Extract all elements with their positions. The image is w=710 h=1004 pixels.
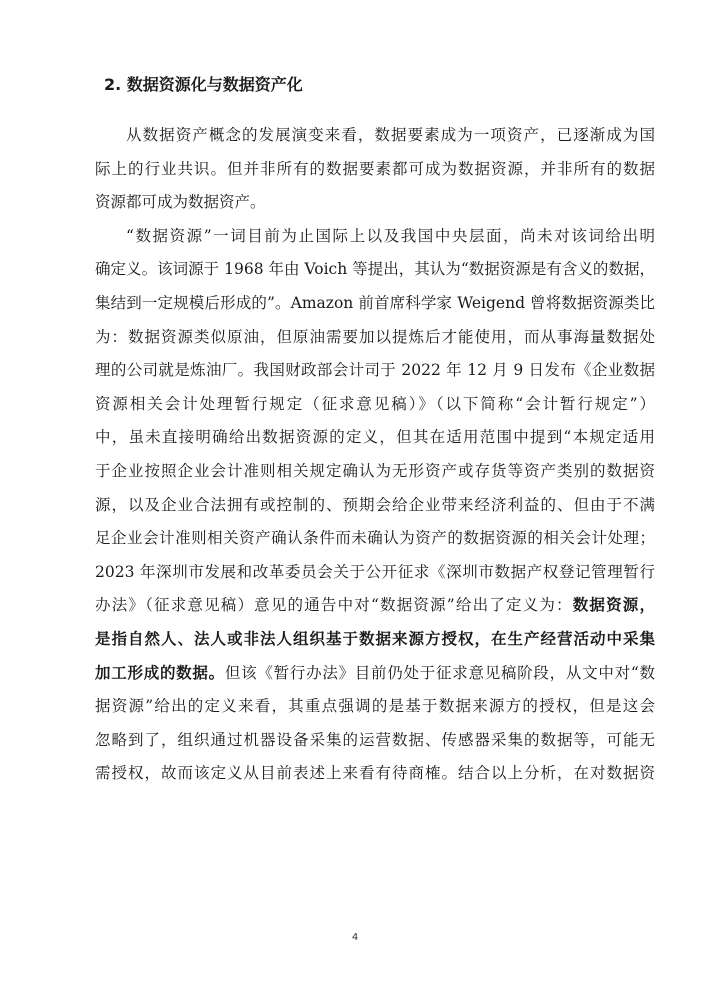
paragraph-line: 足企业会计准则相关资产确认条件而未确认为资产的数据资源的相关会计处理； [95,529,655,548]
text-run: 办法》（征求意见稿）意见的通告中对“数据资源”给出了定义为： [95,596,573,615]
text-run: 但该《暂行办法》目前仍处于征求意见稿阶段，从文中对“数 [224,663,655,682]
page-number: 4 [351,932,359,943]
paragraph-line: 中，虽未直接明确给出数据资源的定义，但其在适用范围中提到“本规定适用 [95,428,655,447]
bold-definition-run: 加工形成的数据。 [95,663,225,682]
paragraph-line: 源，以及企业合法拥有或控制的、预期会给企业带来经济利益的、但由于不满 [95,495,655,514]
paragraph-line: 集结到一定规模后形成的”。Amazon 前首席科学家 Weigend 曾将数据资源类比 [95,293,655,312]
bold-definition-line: 是指自然人、法人或非法人组织基于数据来源方授权，在生产经营活动中采集 [95,629,655,648]
paragraph-line: 为：数据资源类似原油，但原油需要加以提炼后才能使用，而从事海量数据处 [95,327,655,346]
paragraph-line: 忽略到了，组织通过机器设备采集的运营数据、传感器采集的数据等，可能无 [95,730,655,749]
paragraph-line: 据资源”给出的定义来看，其重点强调的是基于数据来源方的授权，但是这会 [95,697,655,716]
paragraph-line: 资源相关会计处理暂行规定（征求意见稿）》（以下简称“会计暂行规定”） [95,394,655,413]
paragraph-line: 际上的行业共识。但并非所有的数据要素都可成为数据资源，并非所有的数据 [95,159,655,178]
paragraph-line: 需授权，故而该定义从目前表述上来看有待商榷。结合以上分析，在对数据资 [95,764,655,783]
paragraph-line: “数据资源”一词目前为止国际上以及我国中央层面，尚未对该词给出明 [126,226,655,245]
paragraph-line: 资源都可成为数据资产。 [95,193,266,212]
bold-definition-run: 数据资源， [572,596,655,615]
paragraph-line: 于企业按照企业会计准则相关规定确认为无形资产或存货等资产类别的数据资 [95,461,655,480]
paragraph-line: 确定义。该词源于 1968 年由 Voich 等提出，其认为“数据资源是有含义的数据， [95,260,655,279]
paragraph-line-mixed [95,589,655,623]
document-body [95,119,655,791]
paragraph-line-mixed [95,657,655,691]
paragraph-line: 2023 年深圳市发展和改革委员会关于公开征求《深圳市数据产权登记管理暂行 [95,562,655,581]
paragraph-line: 理的公司就是炼油厂。我国财政部会计司于 2022 年 12 月 9 日发布《企业数据 [95,361,655,380]
section-heading: 2. 数据资源化与数据资产化 [104,75,303,94]
paragraph-line: 从数据资产概念的发展演变来看，数据要素成为一项资产，已逐渐成为国 [126,126,655,144]
